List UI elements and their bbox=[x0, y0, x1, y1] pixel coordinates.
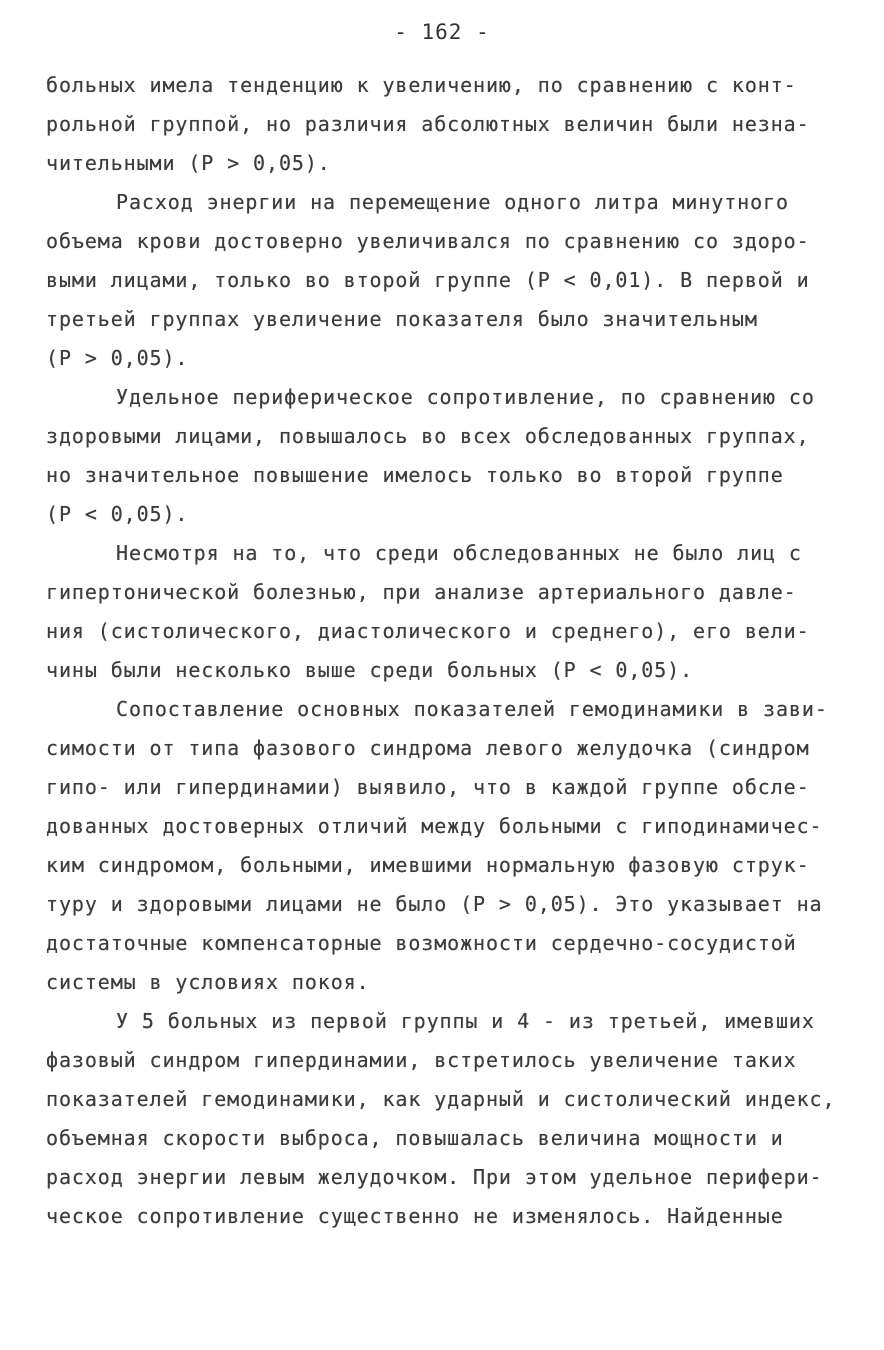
text-line: Несмотря на то, что среди обследованных не было лиц с bbox=[116, 541, 802, 565]
text-line: Сопоставление основных показателей гемодинамики в зави- bbox=[116, 697, 828, 721]
text-line: гипертонической болезнью, при анализе артериального давле- bbox=[46, 580, 797, 604]
text-line: объема крови достоверно увеличивался по сравнению со здоро- bbox=[46, 229, 810, 253]
text-line: ния (систолического, диастолического и среднего), его вели- bbox=[46, 619, 810, 643]
text-line: чительными (Р > 0,05). bbox=[46, 151, 331, 175]
text-line: показателей гемодинамики, как ударный и систолический индекс, bbox=[46, 1087, 836, 1111]
text-line: (Р < 0,05). bbox=[46, 502, 189, 526]
text-line: дованных достоверных отличий между больными с гиподинамичес- bbox=[46, 814, 823, 838]
text-line: но значительное повышение имелось только во второй группе bbox=[46, 463, 784, 487]
text-line: Удельное периферическое сопротивление, по сравнению со bbox=[116, 385, 815, 409]
text-line: ческое сопротивление существенно не изменялось. Найденные bbox=[46, 1204, 784, 1228]
text-line: Расход энергии на перемещение одного литра минутного bbox=[116, 190, 789, 214]
text-line: (Р > 0,05). bbox=[46, 346, 189, 370]
text-line: объемная скорости выброса, повышалась величина мощности и bbox=[46, 1126, 784, 1150]
page-number: - 162 - bbox=[394, 20, 490, 44]
text-line: больных имела тенденцию к увеличению, по сравнению с конт- bbox=[46, 73, 797, 97]
text-line: выми лицами, только во второй группе (Р < 0,01). В первой и bbox=[46, 268, 810, 292]
text-line: У 5 больных из первой группы и 4 - из третьей, имевших bbox=[116, 1009, 815, 1033]
text-line: расход энергии левым желудочком. При этом удельное перифери- bbox=[46, 1165, 823, 1189]
text-line: чины были несколько выше среди больных (Р < 0,05). bbox=[46, 658, 694, 682]
text-line: рольной группой, но различия абсолютных величин были незна- bbox=[46, 112, 810, 136]
text-line: системы в условиях покоя. bbox=[46, 970, 370, 994]
text-line: туру и здоровыми лицами не было (Р > 0,05). Это указывает на bbox=[46, 892, 823, 916]
text-line: симости от типа фазового синдрома левого желудочка (синдром bbox=[46, 736, 810, 760]
text-line: здоровыми лицами, повышалось во всех обследованных группах, bbox=[46, 424, 810, 448]
text-line: ким синдромом, больными, имевшими нормальную фазовую струк- bbox=[46, 853, 810, 877]
text-line: фазовый синдром гипердинамии, встретилось увеличение таких bbox=[46, 1048, 797, 1072]
text-line: гипо- или гипердинамии) выявило, что в каждой группе обсле- bbox=[46, 775, 810, 799]
text-line: достаточные компенсаторные возможности сердечно-сосудистой bbox=[46, 931, 797, 955]
text-line: третьей группах увеличение показателя было значительным bbox=[46, 307, 758, 331]
